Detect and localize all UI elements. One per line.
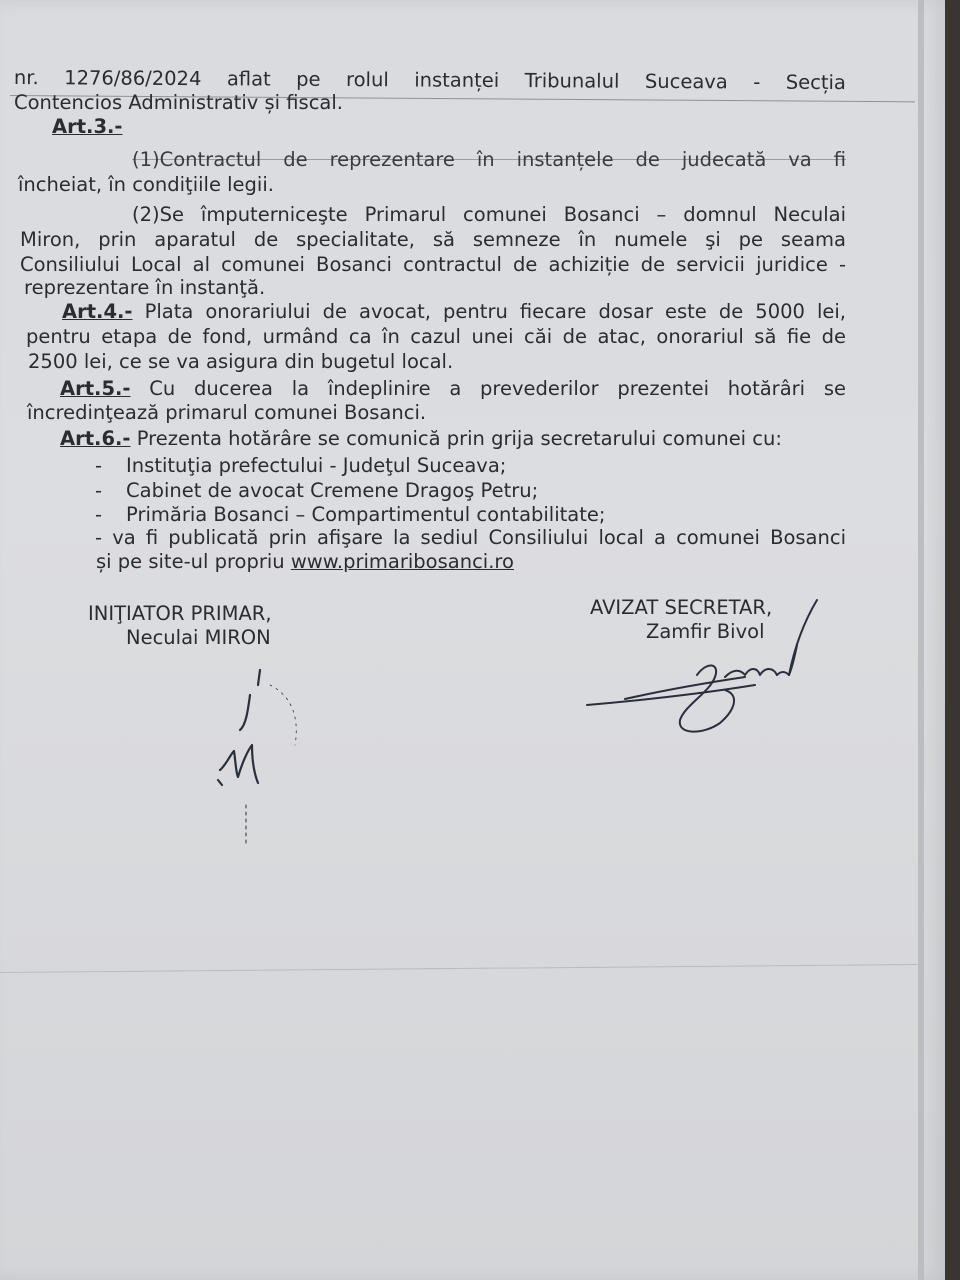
art4-title: Art.4.- (62, 300, 133, 323)
art3-p2-line4: reprezentare în instanţă. (24, 276, 266, 299)
art3-p2-line1: (2)Se împuterniceşte Primarul comunei Bosanci – domnul Neculai (132, 203, 846, 226)
list-item-text: Primăria Bosanci – Compartimentul contabilitate; (126, 503, 606, 526)
page-edge-shadow (918, 0, 924, 1280)
list-dash: - (95, 503, 103, 526)
art4-line2: pentru etapa de fond, urmând ca în cazul unei căi de atac, onorariul să fie de (26, 325, 846, 348)
art6-title: Art.6.- (60, 427, 131, 450)
fold-line (0, 964, 918, 973)
art6-list-continuation (96, 550, 514, 574)
secretary-role: AVIZAT SECRETAR, (590, 596, 773, 619)
list-dash: - (95, 479, 103, 502)
art3-p1-line1: (1)Contractul de reprezentare în instanțele de judecată va fi (132, 148, 846, 171)
list-item-text: Cabinet de avocat Cremene Dragoş Petru; (126, 479, 539, 502)
secretary-signature-icon (585, 595, 825, 745)
art5-title: Art.5.- (60, 377, 131, 400)
art6-list-item-1 (95, 454, 506, 478)
art6-text-1: Prezenta hotărâre se comunică prin grija secretarului comunei cu: (136, 427, 782, 450)
art6-list-item-2 (95, 479, 538, 503)
art6-list-item-4 (95, 526, 846, 550)
continuation-text: și pe site-ul propriu (96, 550, 291, 573)
art4-line3: 2500 lei, ce se va asigura din bugetul local. (28, 350, 454, 373)
header-line-2: Contencios Administrativ și fiscal. (14, 91, 343, 114)
list-item-text: va fi publicată prin afişare la sediul Consiliului local a comunei Bosanci (112, 526, 846, 549)
list-dash: - (95, 526, 103, 549)
art5-text-1: Cu ducerea la îndeplinire a prevederilor prezentei hotărâri se (149, 377, 846, 400)
art5-line1 (60, 377, 846, 401)
art6-list-item-3 (95, 503, 605, 527)
initiator-role: INIŢIATOR PRIMAR, (88, 602, 272, 625)
art3-p1-line2: încheiat, în condiţiile legii. (18, 173, 274, 196)
mayor-signature-icon (200, 655, 320, 855)
art5-line2: încredinţează primarul comunei Bosanci. (27, 401, 427, 424)
art3-title: Art.3.- (52, 115, 123, 138)
header-line-1: nr. 1276/86/2024 aflat pe rolul instanței Tribunalul Suceava - Secția (13, 66, 846, 95)
art4-line1 (62, 300, 846, 324)
secretary-name: Zamfir Bivol (646, 620, 765, 643)
art6-line1 (60, 427, 782, 451)
art3-p2-line3: Consiliului Local al comunei Bosanci contractul de achiziție de servicii juridice - (20, 253, 846, 276)
initiator-name: Neculai MIRON (126, 626, 271, 649)
website-link[interactable]: www.primaribosanci.ro (290, 550, 514, 573)
list-dash: - (95, 454, 103, 477)
list-item-text: Instituţia prefectului - Judeţul Suceava; (126, 454, 507, 477)
art4-text-1: Plata onorariului de avocat, pentru fiecare dosar este de 5000 lei, (144, 300, 847, 323)
art3-p2-line2: Miron, prin aparatul de specialitate, să semneze în numele şi pe seama (20, 228, 846, 251)
